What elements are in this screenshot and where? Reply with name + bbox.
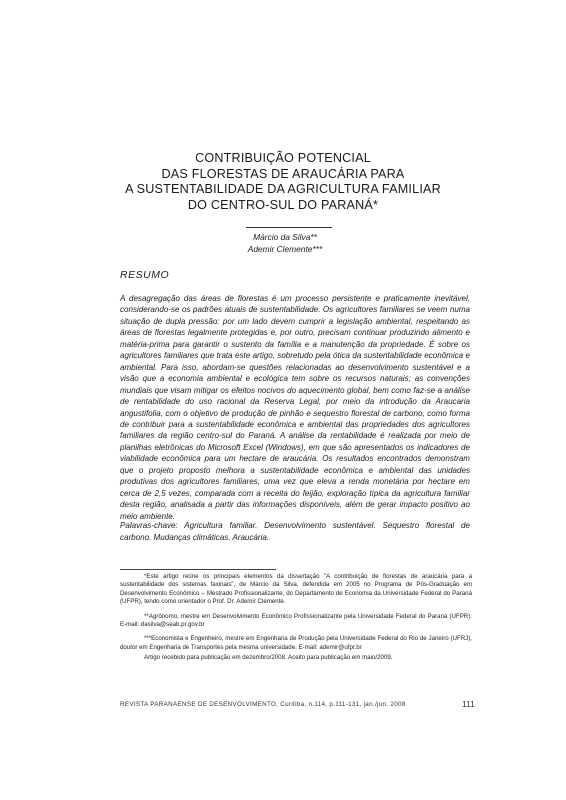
footnote-1: *Este artigo reúne os principais elementos da dissertação "A contribuição de florestas de araucária para a sustentabilidade dos sistemas faxinais", de Márcio da Silva, defendida em 2005 no Programa de Pós-Graduação em Desenvolvimento Econômico – Mestrado Profissionalizante, do Departamento de Economia da Universidade Federal do Paraná (UFPR), tendo como orientador o Prof. Dr. Ademir Clemente.	[120, 573, 472, 606]
footnotes	[120, 573, 472, 669]
received-note: Artigo recebido para publicação em dezembro/2008. Aceito para publicação em maio/2009.	[144, 654, 393, 662]
author-1: Márcio da Silva**	[253, 232, 317, 242]
abstract-body	[120, 293, 470, 522]
title-line-3: A SUSTENTABILIDADE DA AGRICULTURA FAMILIAR	[125, 182, 441, 197]
abstract-text: A desagregação das áreas de florestas é um processo persistente e praticamente inevitável, considerando-se os padrões atuais de sustentabilidade. Os agricultores familiares se veem numa situação de dupla pressão: por um lado devem cumprir a legislação ambiental, respeitando as áreas de florestas legalmente protegidas e, por outro, precisam continuar produzindo alimento e matéria-prima para garantir o sustento da família e a manutenção da propriedade. É sobre os agricultores familiares que trata este artigo, sobretudo pela ótica da sustentabilidade econômica e ambiental. Para isso, abordam-se questões relacionadas ao desenvolvimento sustentável e a visão que a economia ambiental e ecológica tem sobre os recursos naturais; as convenções mundiais que visam mitigar os efeitos nocivos do aquecimento global, bem como faz-se a análise de rentabilidade do uso racional da Reserva Legal, por meio da introdução da Araucaria angustifolia, com o objetivo de produção de pinhão e sequestro florestal de carbono, como forma de contribuir para a sustentabilidade econômica e ambiental das propriedades dos agricultores familiares da região centro-sul do Paraná. A análise da rentabilidade é realizada por meio de planilhas eletrônicas do Microsoft Excel (Windows), em que são apresentados os indicadores de viabilidade econômica para um hectare de araucária. Os resultados encontrados demonstram que o projeto proposto melhora a sustentabilidade econômica e ambiental das unidades produtivas dos agricultores familiares, uma vez que eleva a renda monetária por hectare em cerca de 2,5 vezes, comparada com a receita do feijão, exploração típica da agricultura familiar desta região, analisada a partir das informações disponíveis, além de gerar impacto positivo ao meio ambiente.	[120, 294, 470, 521]
author-block	[200, 232, 370, 255]
abstract-heading: RESUMO	[120, 270, 170, 281]
footnote-divider	[120, 569, 276, 570]
footnote-3: ***Economista e Engenheiro, mestre em Engenharia de Produção pela Universidade Federal do Rio de Janeiro (UFRJ), doutor em Engenharia de Transportes pela mesma universidade. E-mail: ademir@ufpr.br	[120, 635, 472, 651]
title-line-2: DAS FLORESTAS DE ARAUCÁRIA PARA	[161, 166, 405, 181]
author-divider	[246, 227, 332, 228]
title-line-1: CONTRIBUIÇÃO POTENCIAL	[195, 151, 371, 165]
title-line-4: DO CENTRO-SUL DO PARANÁ*	[187, 197, 379, 212]
keywords: Palavras-chave: Agricultura familiar. Desenvolvimento sustentável. Sequestro florestal de carbono. Mudanças climáticas. Araucária.	[120, 521, 470, 542]
journal-citation: REVISTA PARANAENSE DE DESENVOLVIMENTO, Curitiba, n.114, p.111-131, jan./jun. 2008	[120, 701, 406, 708]
footnote-2: **Agrônomo, mestre em Desenvolvimento Econômico Profissionalizante pela Universidade Federal do Paraná (UFPR). E-mail: dasilva@seab.pr.gov.br	[120, 612, 472, 629]
author-2: Ademir Clemente***	[247, 243, 323, 254]
page-number: 111	[462, 699, 475, 709]
article-title	[60, 151, 506, 213]
